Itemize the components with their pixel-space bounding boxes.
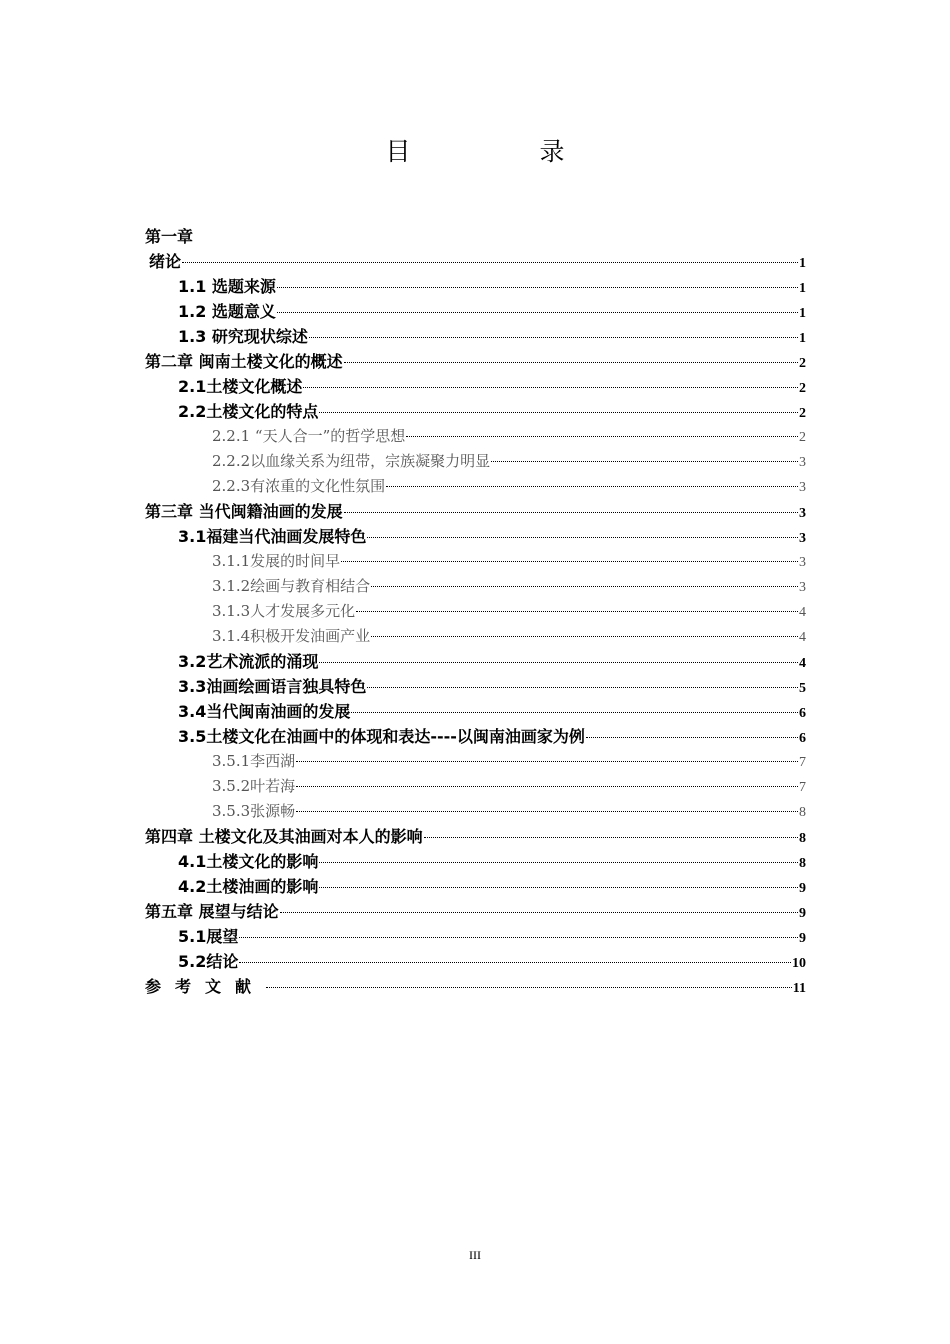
toc-entry-chapter-5[interactable]: 第五章 展望与结论 9 <box>145 902 806 921</box>
toc-entry-5-1[interactable]: 5.1展望 9 <box>178 927 806 946</box>
toc-title: 目 录 <box>385 137 617 166</box>
toc-entry-chapter-4[interactable]: 第四章 土楼文化及其油画对本人的影响 8 <box>145 827 806 846</box>
toc-entry-4-2[interactable]: 4.2土楼油画的影响 9 <box>178 877 806 896</box>
toc-entry-1-3[interactable]: 1.3 研究现状综述 1 <box>178 327 806 346</box>
toc-entry-3-5-2[interactable]: 3.5.2叶若海 7 <box>212 777 806 795</box>
toc-entry-2-2-1[interactable]: 2.2.1 “天人合一”的哲学思想 2 <box>212 427 806 445</box>
toc-entry-references[interactable]: 参考文献 11 <box>145 977 806 996</box>
toc-entry-3-5-1[interactable]: 3.5.1李西湖 7 <box>212 752 806 770</box>
toc-entry-3-3[interactable]: 3.3油画绘画语言独具特色 5 <box>178 677 806 696</box>
toc-entry-2-2[interactable]: 2.2土楼文化的特点 2 <box>178 402 806 421</box>
toc-entry-4-1[interactable]: 4.1土楼文化的影响 8 <box>178 852 806 871</box>
toc-entry-2-2-2[interactable]: 2.2.2以血缘关系为纽带，宗族凝聚力明显 3 <box>212 452 806 470</box>
toc-entry-2-1[interactable]: 2.1土楼文化概述 2 <box>178 377 806 396</box>
toc-entry-1-2[interactable]: 1.2 选题意义 1 <box>178 302 806 321</box>
toc-entry-3-2[interactable]: 3.2艺术流派的涌现 4 <box>178 652 806 671</box>
toc-entry-intro[interactable]: 绪论 1 <box>149 252 806 271</box>
toc-entry-chapter-2[interactable]: 第二章 闽南土楼文化的概述 2 <box>145 352 806 371</box>
toc-entry-3-1-1[interactable]: 3.1.1发展的时间早 3 <box>212 552 806 570</box>
toc-entry-1-1[interactable]: 1.1 选题来源 1 <box>178 277 806 296</box>
toc-entry-2-2-3[interactable]: 2.2.3有浓重的文化性氛围 3 <box>212 477 806 495</box>
toc-entry-3-1-2[interactable]: 3.1.2绘画与教育相结合 3 <box>212 577 806 595</box>
toc-entry-5-2[interactable]: 5.2结论 10 <box>178 952 806 971</box>
toc-entry-3-1-3[interactable]: 3.1.3人才发展多元化 4 <box>212 602 806 620</box>
toc-entry-chapter-3[interactable]: 第三章 当代闽籍油画的发展 3 <box>145 502 806 521</box>
toc-entry-3-4[interactable]: 3.4当代闽南油画的发展 6 <box>178 702 806 721</box>
toc-entry-3-1[interactable]: 3.1福建当代油画发展特色 3 <box>178 527 806 546</box>
toc-entry-3-5[interactable]: 3.5土楼文化在油画中的体现和表达----以闽南油画家为例 6 <box>178 727 806 746</box>
toc-entry-3-5-3[interactable]: 3.5.3张源畅 8 <box>212 802 806 820</box>
page-number: III <box>469 1248 481 1262</box>
chapter-1-heading: 第一章 <box>145 227 194 246</box>
toc-entry-3-1-4[interactable]: 3.1.4积极开发油画产业 4 <box>212 627 806 645</box>
